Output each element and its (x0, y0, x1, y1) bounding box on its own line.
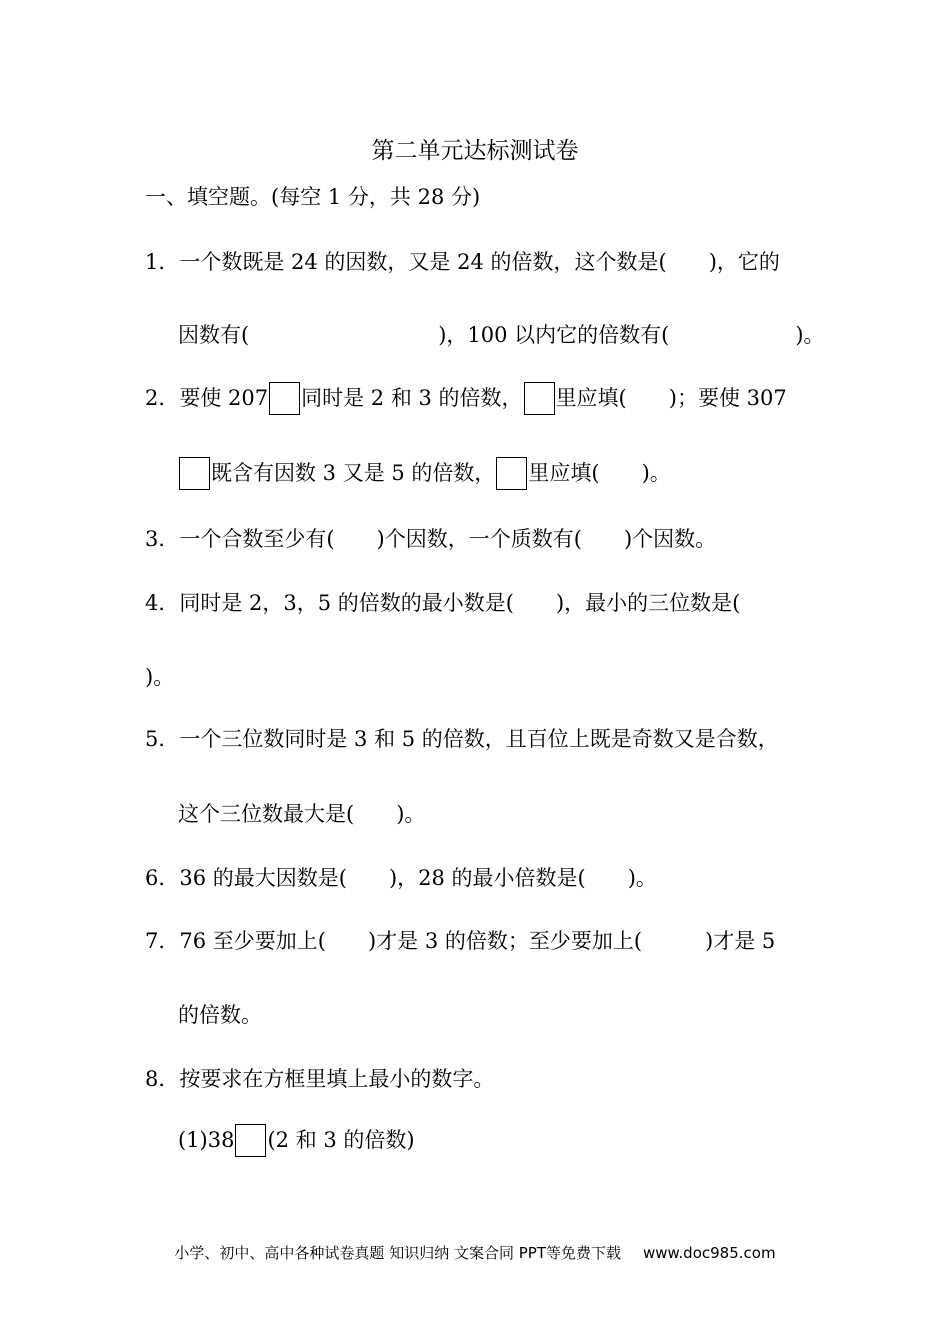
answer-box[interactable] (496, 457, 527, 490)
question-8-part-1 (178, 1123, 415, 1157)
footer-url[interactable]: www.doc985.com (642, 1244, 776, 1262)
question-4-line-2: )。 (145, 665, 175, 689)
page-footer (0, 1242, 950, 1263)
answer-box[interactable] (269, 382, 300, 415)
answer-box[interactable] (235, 1124, 266, 1157)
section-heading: 一、填空题。(每空 1 分，共 28 分) (145, 185, 481, 209)
question-7-line-2: 的倍数。 (178, 1003, 262, 1027)
page-title: 第二单元达标测试卷 (371, 138, 579, 164)
question-5-line-1: 5．一个三位数同时是 3 和 5 的倍数，且百位上既是奇数又是合数， (145, 727, 779, 751)
question-2-text-e: 里应填( )。 (528, 461, 671, 485)
question-2-text-a: 2．要使 207 (145, 386, 269, 410)
question-2-text-b: 同时是 2 和 3 的倍数， (301, 386, 523, 410)
answer-box[interactable] (179, 457, 210, 490)
question-2-text-d: 既含有因数 3 又是 5 的倍数， (211, 461, 496, 485)
question-5-line-2: 这个三位数最大是( )。 (178, 802, 426, 826)
question-8-part-1-hint: (2 和 3 的倍数) (267, 1128, 415, 1152)
question-2-line-2 (178, 456, 671, 490)
question-1-line-2: 因数有( )，100 以内它的倍数有( )。 (178, 323, 825, 347)
question-4-line-1: 4．同时是 2，3，5 的倍数的最小数是( )，最小的三位数是( (145, 591, 741, 615)
question-3: 3．一个合数至少有( )个因数，一个质数有( )个因数。 (145, 527, 717, 551)
footer-text: 小学、初中、高中各种试卷真题 知识归纳 文案合同 PPT等免费下载 (174, 1244, 621, 1262)
question-2-text-c: 里应填( )；要使 307 (555, 386, 787, 410)
question-8-part-1-label: (1)38 (178, 1128, 235, 1152)
question-7-line-1: 7．76 至少要加上( )才是 3 的倍数；至少要加上( )才是 5 (145, 929, 776, 953)
question-2-line-1 (145, 381, 787, 415)
question-6: 6．36 的最大因数是( )，28 的最小倍数是( )。 (145, 866, 657, 890)
answer-box[interactable] (524, 382, 555, 415)
question-1-line-1: 1．一个数既是 24 的因数，又是 24 的倍数，这个数是( )，它的 (145, 250, 780, 274)
question-8-stem: 8．按要求在方框里填上最小的数字。 (145, 1067, 495, 1091)
